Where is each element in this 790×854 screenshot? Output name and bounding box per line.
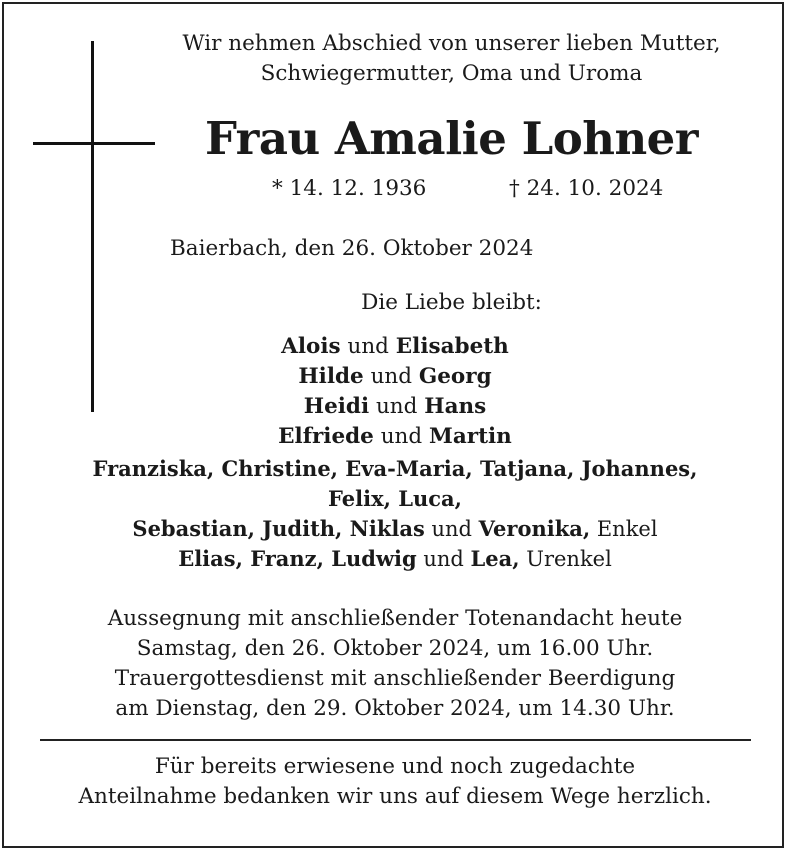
mourner-name: Lea,	[470, 546, 520, 571]
intro-line-1: Wir nehmen Abschied von unserer lieben Mutter,	[182, 31, 721, 56]
mourner-couple	[0, 334, 790, 360]
mourner-names: Sebastian, Judith, Niklas	[132, 516, 425, 541]
death-date: † 24. 10. 2024	[509, 176, 664, 201]
birth-date: * 14. 12. 1936	[272, 176, 427, 201]
joiner-text: und	[416, 547, 471, 571]
mourner-name: Elisabeth	[395, 334, 509, 359]
mourner-name: Hilde	[298, 364, 364, 389]
thanks-line-2: Anteilnahme bedanken wir uns auf diesem Wege herzlich.	[78, 784, 712, 809]
mourner-couple	[0, 394, 790, 420]
great-grandchildren-line	[50, 546, 740, 572]
mourner-name: Veronika,	[478, 516, 591, 541]
service-line-4: am Dienstag, den 29. Oktober 2024, um 14.30 Uhr.	[115, 696, 675, 721]
service-line-1: Aussegnung mit anschließender Totenandacht heute	[107, 606, 683, 631]
joiner-text: und	[369, 394, 425, 419]
mourner-name: Heidi	[303, 394, 370, 419]
cross-icon-crossbar	[33, 142, 155, 145]
deceased-name: Frau Amalie Lohner	[204, 112, 698, 165]
relation-label: Enkel	[590, 517, 658, 541]
place-and-date: Baierbach, den 26. Oktober 2024	[170, 236, 534, 261]
mourner-name: Alois	[281, 334, 341, 359]
mourner-couple	[0, 364, 790, 390]
relation-label: Urenkel	[519, 547, 612, 571]
divider	[40, 739, 751, 741]
service-line-3: Trauergottesdienst mit anschließender Beerdigung	[114, 666, 676, 691]
grandchildren-line-1: Franziska, Christine, Eva-Maria, Tatjana, Johannes,	[92, 456, 698, 481]
intro-line-2: Schwiegermutter, Oma und Uroma	[260, 61, 643, 86]
mourner-name: Georg	[418, 364, 492, 389]
mourner-name: Martin	[429, 424, 512, 449]
mourner-name: Hans	[424, 394, 487, 419]
mourners-heading: Die Liebe bleibt:	[361, 290, 542, 315]
grandchildren-line-2: Felix, Luca,	[328, 486, 462, 511]
mourner-couple	[0, 424, 790, 450]
mourner-name: Elfriede	[278, 424, 374, 449]
joiner-text: und	[424, 517, 479, 541]
grandchildren-line-3	[50, 516, 740, 542]
joiner-text: und	[363, 364, 419, 389]
joiner-text: und	[340, 334, 396, 359]
service-line-2: Samstag, den 26. Oktober 2024, um 16.00 Uhr.	[136, 636, 654, 661]
joiner-text: und	[373, 424, 430, 449]
thanks-line-1: Für bereits erwiesene und noch zugedachte	[154, 754, 636, 779]
mourner-names: Elias, Franz, Ludwig	[178, 546, 417, 571]
